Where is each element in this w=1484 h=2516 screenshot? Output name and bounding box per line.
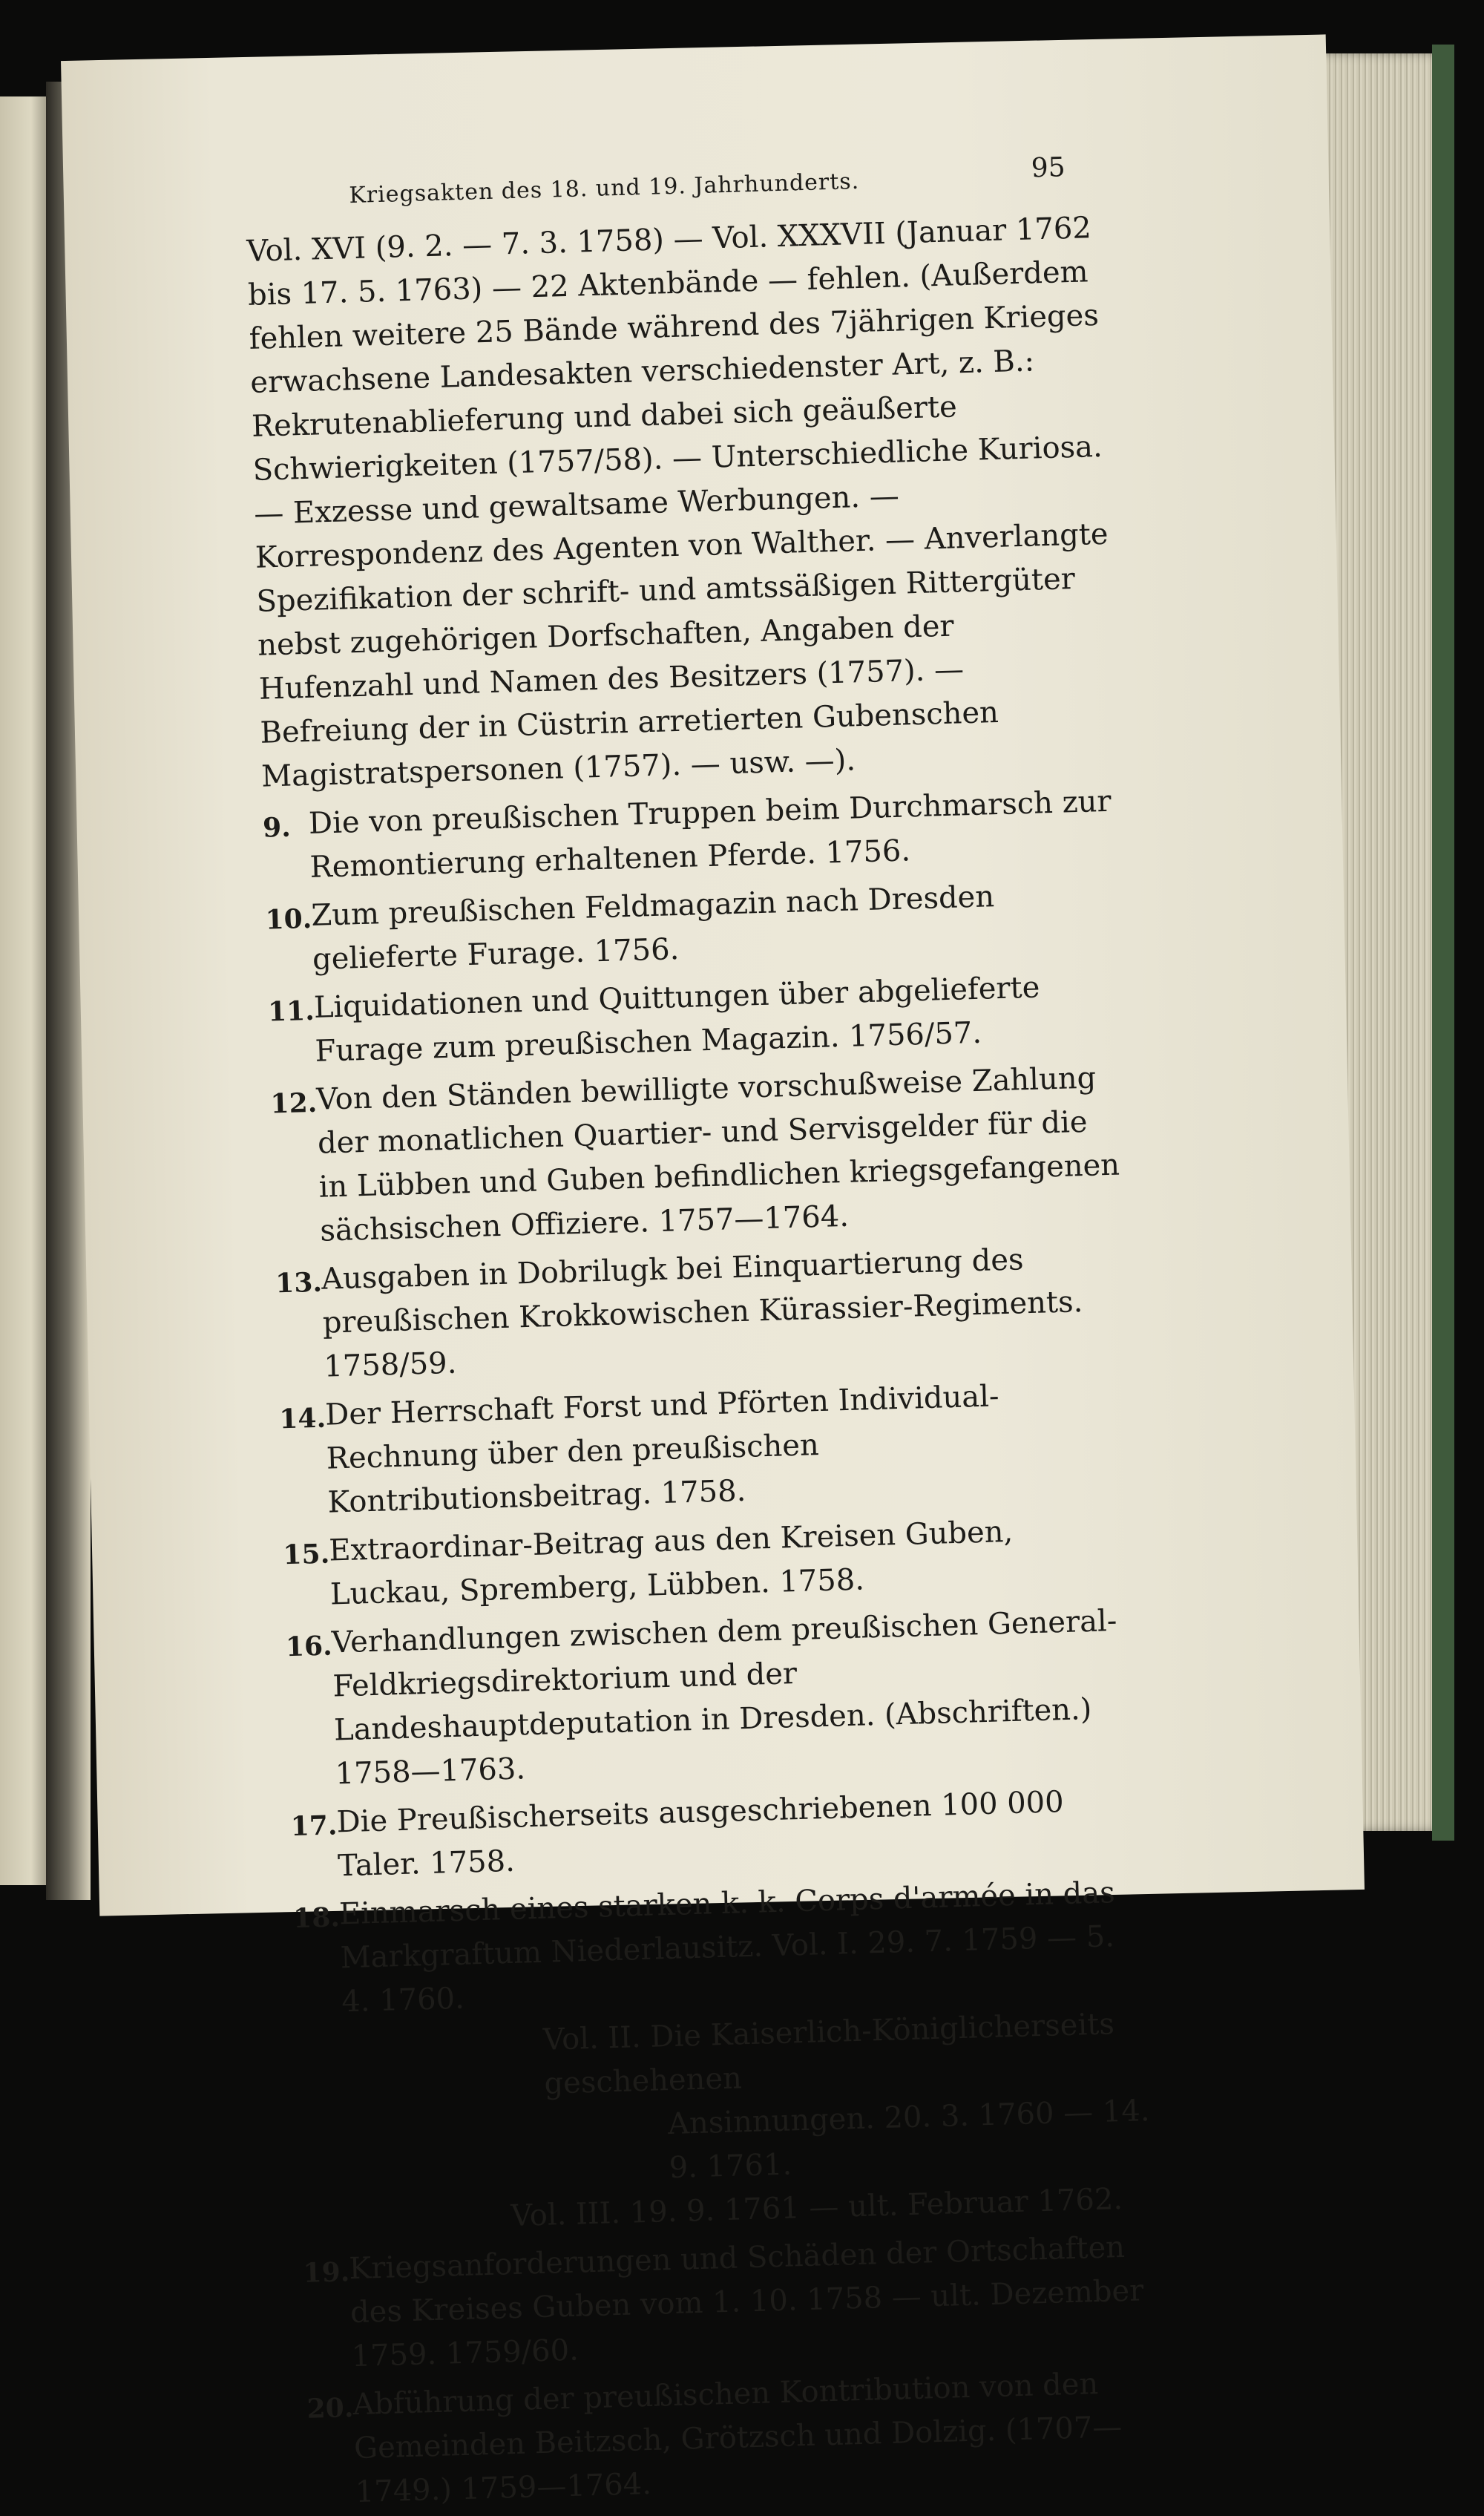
item-number: 14. — [278, 1402, 326, 1435]
item-number: 9. — [262, 811, 292, 844]
list-item — [275, 1235, 1131, 1390]
item-number: 15. — [282, 1538, 330, 1571]
item-text-block — [338, 1870, 1155, 2243]
volume-two-title: Vol. II. Die Kaiserlich-Königlicherseits geschehenen — [542, 2007, 1115, 2101]
list-item — [270, 1055, 1128, 1254]
list-item — [292, 1870, 1155, 2244]
list-item — [285, 1599, 1143, 1798]
item-number: 16. — [285, 1630, 333, 1663]
volume-two-dates: Ansinnungen. 20. 3. 1760 — 14. 9. 1761. — [667, 2093, 1151, 2186]
item-text: Ausgaben in Dobrilugk bei Einquartierung des preußischen Krokkowischen Kürassier-Regiments. 1758/59. — [321, 1242, 1083, 1384]
page-number: 95 — [1031, 152, 1066, 184]
list-item — [267, 963, 1123, 1075]
item-text: Verhandlungen zwischen dem preußischen General-Feldkriegsdirektorium und der Landeshauptdeputation in Dresden. (Abschriften.) 1758—1763. — [331, 1603, 1117, 1792]
item-number: 11. — [267, 995, 315, 1028]
book-cover-edge — [1432, 45, 1454, 1841]
item-text: Abführung der preußischen Kontribution von den Gemeinden Beitzsch, Grötzsch und Dolzig. (1707—1749.) 1759—1764. — [352, 2367, 1123, 2510]
item-number: 19. — [302, 2256, 350, 2289]
volume-two — [342, 2002, 1154, 2199]
volume-three: Vol. III. 19. 9. 1761 — ult. Februar 1762. — [510, 2182, 1123, 2234]
list-item — [265, 872, 1120, 983]
item-text: Extraordinar-Beitrag aus den Kreisen Guben, Luckau, Spremberg, Lübben. 1758. — [328, 1514, 1014, 1612]
item-text: Von den Ständen bewilligte vorschußweise Zahlung der monatlichen Quartier- und Servisgelder für die in Lübben und Guben befindlichen kriegsgefangenen sächsischen Offiziere. 1757—1764. — [315, 1061, 1120, 1248]
item-text: Einmarsch eines starken k. k. Corps d'armée in das Markgraftum Niederlausitz. Vol. I. 29. 7. 1759 — 5. 4. 1760. — [338, 1875, 1116, 2019]
item-text: Die von preußischen Truppen beim Durchmarsch zur Remontierung erhaltenen Pferde. 1756. — [308, 784, 1112, 885]
list-item — [279, 1371, 1135, 1526]
item-number: 17. — [290, 1809, 338, 1843]
item-number: 18. — [292, 1901, 341, 1935]
item-number: 20. — [306, 2392, 354, 2425]
page-content — [245, 152, 1163, 2516]
list-item — [290, 1778, 1146, 1890]
item-number: 13. — [275, 1266, 323, 1300]
intro-paragraph: Vol. XVI (9. 2. — 7. 3. 1758) — Vol. XXXVII (Januar 1762 bis 17. 5. 1763) — 22 Aktenbände — fehlen. (Außerdem fehlen weitere 25 Bände während des 7jährigen Krieges erwachsene Landesakten verschiedenster Art, z. B.: Rekrutenablieferung und dabei sich geäußerte Schwierigkeiten (1757/58). — Unterschiedliche Kuriosa. — Exzesse und gewaltsame Werbungen. — Korrespondenz des Agenten von Walther. — Anverlangte Spezifikation der schrift- und amtssäßigen Rittergüter nebst zugehörigen Dorfschaften, Angaben der Hufenzahl und Namen des Besitzers (1757). — Befreiung der in Cüstrin arretierten Gubenschen Magistratspersonen (1757). — usw. —). — [246, 211, 1109, 794]
item-text: Der Herrschaft Forst und Pförten Individual-Rechnung über den preußischen Kontributionsbeitrag. 1758. — [324, 1379, 1000, 1520]
item-text: Kriegsanforderungen und Schäden der Ortschaften des Kreises Guben vom 1. 10. 1758 — ult. Dezember 1759. 1759/60. — [348, 2230, 1144, 2374]
list-item — [303, 2225, 1159, 2380]
list-item — [306, 2361, 1163, 2516]
item-number: 12. — [269, 1087, 318, 1120]
item-text: Die Preußischerseits ausgeschriebenen 100 000 Taler. 1758. — [335, 1785, 1065, 1884]
item-text: Liquidationen und Quittungen über abgelieferte Furage zum preußischen Magazin. 1756/57. — [313, 970, 1040, 1069]
page-text — [246, 206, 1163, 2516]
list-item — [283, 1507, 1138, 1618]
list-item — [262, 780, 1117, 891]
item-number: 10. — [265, 902, 312, 936]
item-text: Zum preußischen Feldmagazin nach Dresden gelieferte Furage. 1756. — [310, 879, 995, 977]
running-head: Kriegsakten des 18. und 19. Jahrhunderts. — [348, 168, 860, 209]
left-page-edge — [0, 96, 52, 1885]
